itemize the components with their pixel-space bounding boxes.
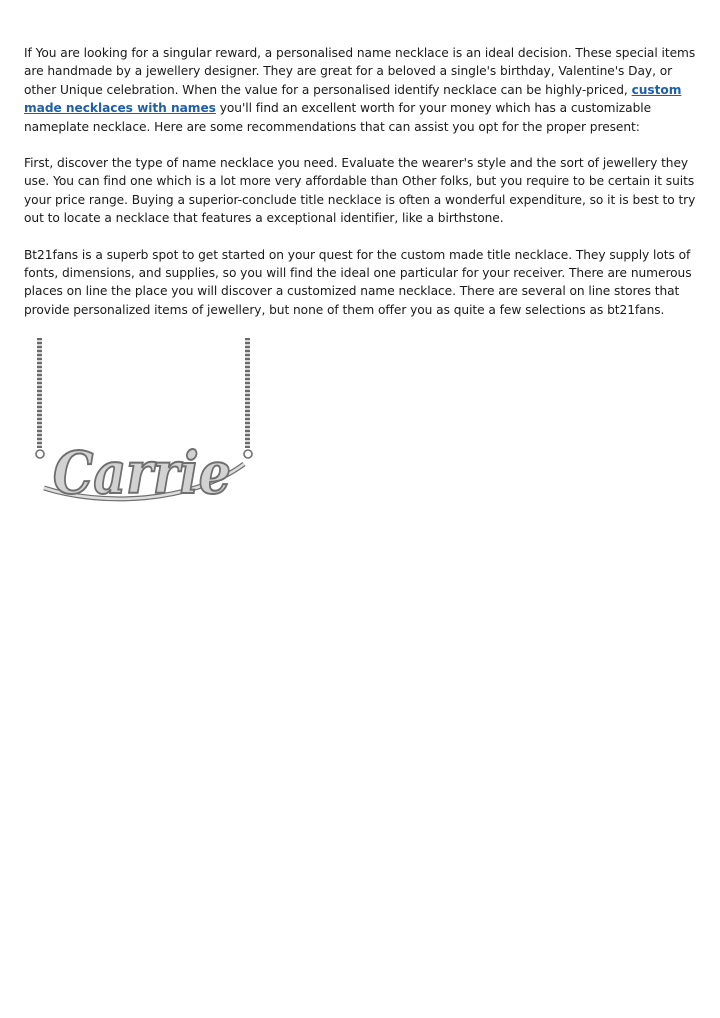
nameplate-text: Carrie	[53, 439, 231, 507]
paragraph-advice: First, discover the type of name necklace you need. Evaluate the wearer's style and the sort of jewellery they use. You can find one which is a lot more very affordable than Other folks, but you require to be certain it suits your price range. Buying a superior-conclude title necklace is often a wonderful expenditure, so it is best to try out to locate a necklace that features a exceptional identifier, like a birthstone.	[24, 156, 696, 226]
intro-text-before: If You are looking for a singular reward, a personalised name necklace is an ideal decision. These special items are handmade by a jewellery designer. They are great for a beloved a single's birthday, Valentine's Day, or other Unique celebration. When the value for a personalised identify necklace can be highly-priced,	[24, 46, 696, 97]
custom-necklace-link[interactable]: custom made necklaces with names	[24, 82, 682, 116]
necklace-illustration	[30, 338, 262, 510]
chain-left	[37, 338, 42, 448]
paragraph-intro	[24, 44, 696, 136]
paragraph-bt21fans: Bt21fans is a superb spot to get started on your quest for the custom made title necklace. They supply lots of fonts, dimensions, and supplies, so you will find the ideal one particular for your receiver. There are numerous places on line the place you will discover a customized name necklace. There are several on line stores that provide personalized items of jewellery, but none of them offer you as quite a few selections as bt21fans.	[24, 247, 692, 317]
name-necklace-image	[30, 338, 262, 510]
chain-right	[245, 338, 250, 448]
intro-text-after: you'll find an excellent worth for your money which has a customizable nameplate necklace. Here are some recommendations that can assist you opt for the proper present:	[24, 101, 652, 134]
jump-ring-right	[244, 450, 252, 458]
document-body	[24, 44, 696, 337]
jump-ring-left	[36, 450, 44, 458]
